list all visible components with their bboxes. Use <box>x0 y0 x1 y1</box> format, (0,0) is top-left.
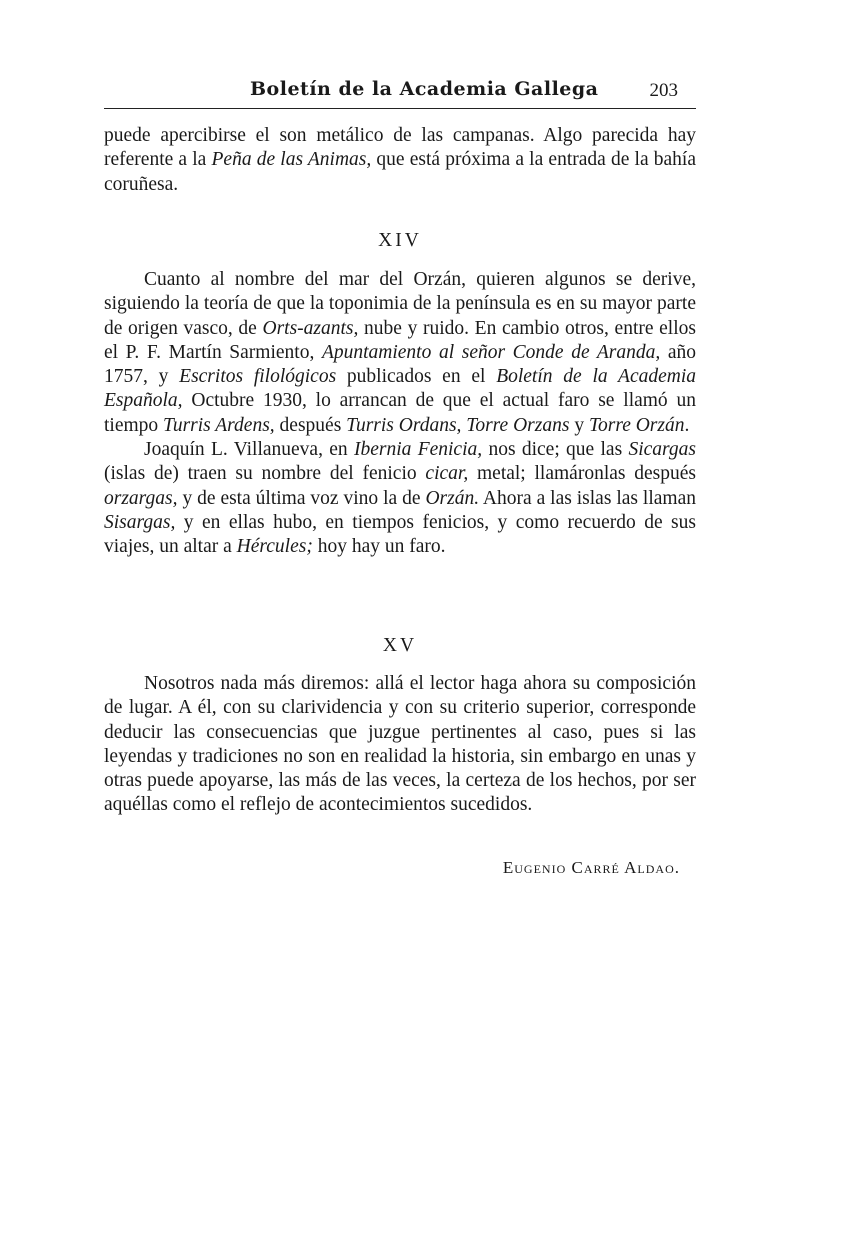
italic-run: Escritos filológicos <box>179 366 337 388</box>
italic-run: Orzán. <box>425 487 480 509</box>
text-run: . <box>684 414 690 436</box>
text-run: Ahora a las islas las llaman <box>479 487 696 509</box>
running-header <box>104 74 696 109</box>
journal-title: Boletín de la Academia Gallega <box>250 78 599 100</box>
text-run: año 1757, y <box>104 341 696 388</box>
text-run: y <box>569 414 589 436</box>
italic-run: Boletín de la Academia Española, <box>104 366 697 412</box>
section-xiv-body <box>104 268 696 560</box>
italic-run: Sisargas, <box>104 511 176 533</box>
text-run: nube y ruido. En cambio otros, entre ellos el P. F. Martín Sarmiento, <box>104 317 696 363</box>
paragraph <box>104 268 696 438</box>
text-run: Octubre 1930, lo arrancan de que el actual faro se llamó un tiempo <box>104 390 696 436</box>
text-run: publicados en el <box>336 366 497 388</box>
paragraph <box>104 438 696 559</box>
author-signature: Eugenio Carré Aldao. <box>502 858 680 877</box>
text-run: nos dice; que las <box>482 439 629 461</box>
italic-run: Turris Ordans, Torre Orzans <box>346 414 570 436</box>
italic-run: cicar, <box>425 463 469 485</box>
intro-paragraph <box>104 124 696 197</box>
text-run: metal; llamáronlas después <box>468 463 697 485</box>
italic-run: Peña de las Animas, <box>211 149 372 171</box>
text-run: después <box>274 414 347 436</box>
text-run: (islas de) traen su nombre del fenicio <box>104 463 426 485</box>
italic-run: Turris Ardens, <box>163 414 275 436</box>
italic-run: Sicargas <box>628 439 696 461</box>
section-xv-body <box>104 672 696 818</box>
text-run: Cuanto al nombre del mar del Orzán, quieren algunos se derive, siguiendo la teoría de que la toponimia de la península es en su mayor parte de origen vasco, de <box>104 269 696 339</box>
page-number: 203 <box>649 80 678 101</box>
italic-run: Hércules; <box>236 536 313 558</box>
italic-run: Ibernia Fenicia, <box>353 439 483 461</box>
text-run: hoy hay un faro. <box>312 536 446 558</box>
italic-run: orzargas, <box>104 487 178 509</box>
italic-run: Orts-azants, <box>262 317 359 339</box>
text-run: y en ellas hubo, en tiempos fenicios, y como recuerdo de sus viajes, un altar a <box>104 511 696 558</box>
text-run: y de esta última voz vino la de <box>177 487 426 509</box>
italic-run: Torre Orzán <box>588 414 685 436</box>
text-run: Joaquín L. Villanueva, en <box>144 439 354 461</box>
text-run: puede apercibirse el son metálico de las campanas. Algo parecida hay referente a la <box>104 125 696 171</box>
paragraph: Nosotros nada más diremos: allá el lector haga ahora su composición de lugar. A él, con su clarividencia y con su criterio superior, corresponde deducir las consecuencias que juzgue pertinentes al caso, pues si las leyendas y tradiciones no son en realidad la historia, sin embargo en unas y otras puede apoyarse, las más de las veces, la certeza de los hechos, por ser aquéllas como el reflejo de acontecimientos sucedidos. <box>104 673 696 816</box>
italic-run: Apuntamiento al señor Conde de Aranda, <box>321 341 661 363</box>
section-heading-xiv: XIV <box>378 230 422 251</box>
text-run: que está próxima a la entrada de la bahía coruñesa. <box>104 149 696 195</box>
section-heading-xv: XV <box>382 635 418 656</box>
